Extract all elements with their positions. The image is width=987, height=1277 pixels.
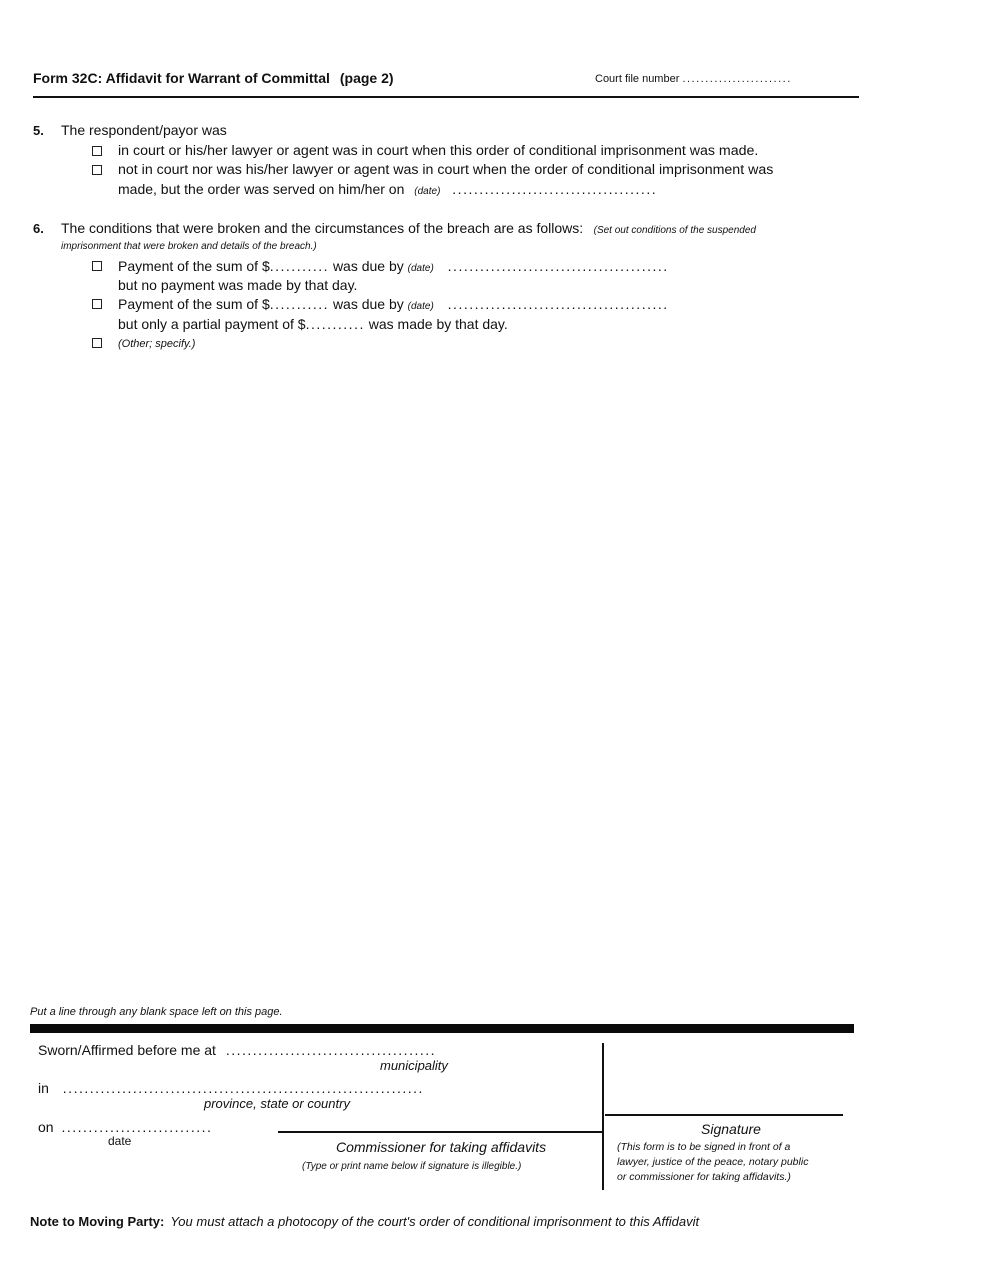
section-6-item-1-line1 <box>118 258 669 274</box>
section-6-item-2-line1 <box>118 296 669 312</box>
commissioner-note: (Type or print name below if signature is illegible.) <box>302 1161 522 1172</box>
section-5-number: 5. <box>33 123 44 138</box>
section-5-date-field[interactable]: ...................................... <box>452 181 658 197</box>
item-1-due: was due by <box>332 258 404 274</box>
section-6-heading-line <box>61 220 756 238</box>
deponent-signature-area[interactable] <box>606 1043 842 1113</box>
court-file-number <box>595 73 792 85</box>
municipality-field[interactable]: ....................................... <box>225 1042 437 1058</box>
section-6-instruction-1: (Set out conditions of the suspended <box>593 225 756 236</box>
item-2-partial-field[interactable]: ........... <box>305 316 365 332</box>
item-2-prefix: Payment of the sum of $ <box>118 296 270 312</box>
form-title-text: Form 32C: Affidavit for Warrant of Committal <box>33 70 330 86</box>
section-6-item-1-line2: but no payment was made by that day. <box>118 277 358 293</box>
signature-label: Signature <box>701 1121 761 1137</box>
item-2-date-label: (date) <box>407 301 434 312</box>
page-label: (page 2) <box>339 70 394 86</box>
section-6-instruction-2: imprisonment that were broken and details of the breach.) <box>61 241 317 252</box>
municipality-label: municipality <box>380 1058 448 1073</box>
in-label: in <box>38 1080 49 1096</box>
item-2-amount-field[interactable]: ........... <box>269 296 330 312</box>
header-rule <box>33 96 859 98</box>
section-6-number: 6. <box>33 221 44 236</box>
moving-party-text: You must attach a photocopy of the court's order of conditional imprisonment to this Affidavit <box>170 1214 700 1229</box>
moving-party-note <box>30 1214 699 1229</box>
form-title <box>33 70 394 86</box>
moving-party-label: Note to Moving Party: <box>30 1214 165 1229</box>
item-2-due: was due by <box>332 296 404 312</box>
section-5-heading: The respondent/payor was <box>61 122 227 138</box>
commissioner-label: Commissioner for taking affidavits <box>336 1139 547 1155</box>
signature-note-3: or commissioner for taking affidavits.) <box>617 1171 791 1183</box>
section-5-option-2-line2 <box>118 181 657 197</box>
section-6-item-3-checkbox[interactable] <box>92 338 102 348</box>
signature-divider <box>602 1043 604 1190</box>
date-field[interactable]: ............................ <box>61 1119 213 1135</box>
commissioner-signature-line[interactable] <box>278 1131 604 1133</box>
signature-line <box>605 1114 843 1116</box>
item-2-partial-suffix: was made by that day. <box>368 316 508 332</box>
section-5-option-1-checkbox[interactable] <box>92 146 102 156</box>
in-line <box>38 1080 424 1096</box>
sworn-line <box>38 1042 436 1058</box>
section-6-item-3-text: (Other; specify.) <box>118 338 196 350</box>
section-5-option-2-text: not in court nor was his/her lawyer or agent was in court when the order of conditional imprisonment was <box>118 162 774 178</box>
item-2-date-field[interactable]: ......................................... <box>447 296 669 312</box>
section-5-option-2-checkbox[interactable] <box>92 165 102 175</box>
item-1-date-label: (date) <box>407 263 434 274</box>
section-6-heading: The conditions that were broken and the circumstances of the breach are as follows: <box>61 220 584 236</box>
item-2-partial-prefix: but only a partial payment of $ <box>118 316 306 332</box>
item-1-prefix: Payment of the sum of $ <box>118 258 270 274</box>
signature-note-2: lawyer, justice of the peace, notary public <box>617 1156 809 1168</box>
court-file-field[interactable]: ........................ <box>682 73 792 85</box>
footer-thick-rule <box>30 1024 854 1033</box>
section-5-served-text: made, but the order was served on him/her on <box>118 181 405 197</box>
item-1-date-field[interactable]: ......................................... <box>447 258 669 274</box>
province-field[interactable]: ................................................................... <box>62 1080 424 1096</box>
on-label: on <box>38 1119 54 1135</box>
section-5-option-1-text: in court or his/her lawyer or agent was in court when this order of conditional imprisonment was made. <box>118 143 759 159</box>
date-label: date <box>108 1134 132 1148</box>
section-6-item-1-checkbox[interactable] <box>92 261 102 271</box>
court-file-label: Court file number <box>595 73 680 85</box>
signature-note-1: (This form is to be signed in front of a <box>617 1141 791 1153</box>
province-label: province, state or country <box>204 1096 350 1111</box>
on-line <box>38 1119 212 1135</box>
sworn-label: Sworn/Affirmed before me at <box>38 1042 216 1058</box>
blank-space-note: Put a line through any blank space left on this page. <box>30 1006 283 1018</box>
section-5-date-label: (date) <box>414 186 441 197</box>
section-6-item-2-line2 <box>118 316 508 332</box>
section-6-item-2-checkbox[interactable] <box>92 299 102 309</box>
item-1-amount-field[interactable]: ........... <box>269 258 330 274</box>
